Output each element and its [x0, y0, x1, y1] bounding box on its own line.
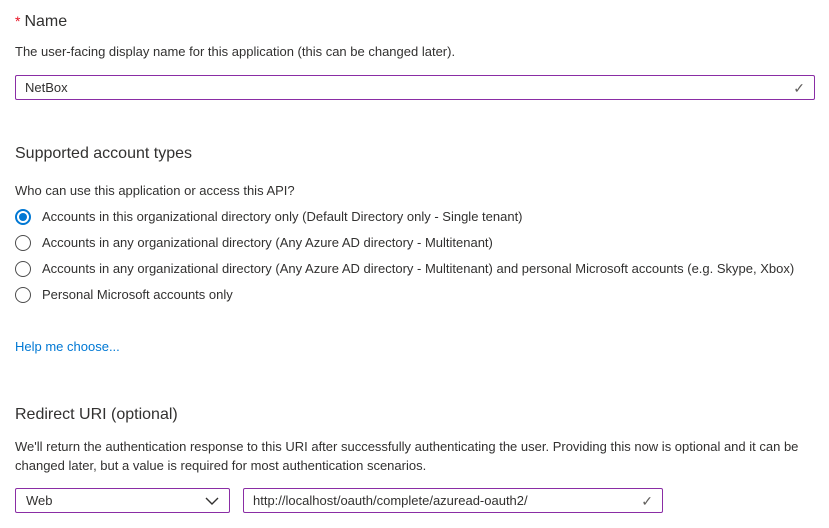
name-field — [15, 75, 815, 100]
valid-checkmark-icon: ✓ — [641, 492, 653, 509]
account-types-question: Who can use this application or access this API? — [15, 183, 295, 198]
account-types-radio-group — [15, 209, 815, 303]
redirect-uri-row — [15, 488, 815, 513]
radio-unselected-icon[interactable] — [15, 235, 31, 251]
radio-label: Accounts in this organizational directory only (Default Directory only - Single tenant) — [42, 209, 523, 224]
redirect-uri-description: We'll return the authentication response to this URI after successfully authenticating the user. Providing this now is optional and it can be changed later, but a value is required for most authentication scenarios. — [15, 439, 799, 473]
account-type-option-multitenant-personal[interactable] — [15, 261, 815, 277]
account-type-option-single-tenant[interactable] — [15, 209, 815, 225]
radio-unselected-icon[interactable] — [15, 287, 31, 303]
help-me-choose-link[interactable]: Help me choose... — [15, 339, 120, 354]
radio-label: Personal Microsoft accounts only — [42, 287, 233, 302]
radio-label: Accounts in any organizational directory (Any Azure AD directory - Multitenant) and personal Microsoft accounts (e.g. Skype, Xbox) — [42, 261, 795, 276]
radio-selected-icon[interactable] — [15, 209, 31, 225]
account-type-option-personal-only[interactable] — [15, 287, 815, 303]
app-registration-form — [0, 12, 829, 513]
redirect-uri-field — [243, 488, 663, 513]
chevron-down-icon — [205, 497, 219, 505]
valid-checkmark-icon: ✓ — [793, 79, 805, 96]
platform-select-value: Web — [26, 493, 53, 508]
name-section-title-text: Name — [24, 13, 68, 30]
redirect-uri-input[interactable] — [253, 493, 633, 508]
name-section-title — [15, 12, 815, 31]
radio-label: Accounts in any organizational directory (Any Azure AD directory - Multitenant) — [42, 235, 493, 250]
radio-unselected-icon[interactable] — [15, 261, 31, 277]
platform-select[interactable] — [15, 488, 230, 513]
name-input[interactable] — [25, 80, 785, 95]
required-asterisk: * — [15, 13, 21, 29]
name-description: The user-facing display name for this application (this can be changed later). — [15, 44, 456, 59]
account-type-option-multitenant[interactable] — [15, 235, 815, 251]
account-types-title: Supported account types — [15, 145, 193, 162]
redirect-uri-title: Redirect URI (optional) — [15, 406, 178, 423]
